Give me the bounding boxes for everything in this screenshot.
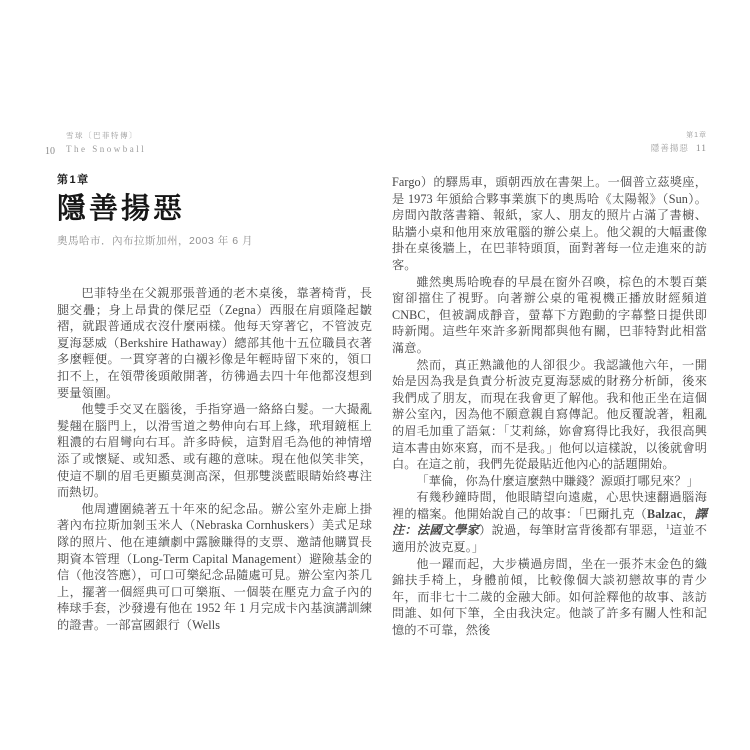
- body-paragraph: 有幾秒鐘時間，他眼睛望向遠處，心思快速翻過腦海裡的檔案。他開始說自己的故事：「巴爾扎克（Balzac，譯注：法國文學家）說過，每筆財富背後都有罪惡，$^1$這並不適用於波克夏。」: [392, 490, 708, 555]
- body-paragraph: 然而，真正熟識他的人卻很少。我認識他六年，一開始是因為我是負責分析波克夏海瑟威的財務分析師，後來我們成了朋友，而現在我會更了解他。我和他正坐在這個辦公室內，因為他不願意親自寫傳記。他反覆說著，粗亂的眉毛加重了語氣：「艾莉絲，妳會寫得比我好，我很高興這本書由妳來寫，而不是我。」他何以這樣說，以後就會明白。在這之前，我們先從最貼近他內心的話題開始。: [392, 357, 707, 472]
- page-left: [45, 131, 372, 633]
- chapter-opening: [57, 174, 372, 248]
- running-head-chapter-title: 隱善揚惡: [650, 143, 689, 153]
- emphasis-run: 譯注：法國文學家: [392, 506, 708, 538]
- right-page-number: 11: [695, 144, 707, 154]
- body-paragraph: 雖然奧馬哈晚春的早晨在窗外召喚，棕色的木製百葉窗卻擋住了視野。向著辦公桌的電視機正播放財經頻道 CNBC，但被調成靜音，螢幕下方跑動的字幕整日提供即時新聞。這些年來許多新聞都與他有關，巴菲特對此相當滿意。: [392, 274, 707, 355]
- body-paragraph: 巴菲特坐在父親那張普通的老木桌後，靠著椅背，長腿交疊；身上昂貴的傑尼亞（Zegna）西服在肩頭隆起皺褶，就跟普通成衣沒什麼兩樣。他每天穿著它，不管波克夏海瑟威（Berkshire Hathaway）總部其他十五位職員衣著多麼輕便。一貫穿著的白襯衫像是年輕時留下來的，領口扣不上，在領帶後頭敞開著，彷彿過去四十年他都沒想到要量領圍。: [57, 286, 372, 400]
- footnote-marker: 1: [665, 522, 670, 532]
- right-page-body: [392, 174, 707, 639]
- page-right: [392, 131, 707, 639]
- chapter-label: 第1章: [57, 174, 90, 186]
- left-running-head: [45, 131, 372, 159]
- body-paragraph: 他周遭圍繞著五十年來的紀念品。辦公室外走廊上掛著內布拉斯加剝玉米人（Nebraska Cornhuskers）美式足球隊的照片、他在連續劇中露臉賺得的支票、邀請他購買長期資本管理（Long-Term Capital Management）避險基金的信（他沒答應），可口可樂紀念品隨處可見。辦公室內茶几上，擺著一個經典可口可樂瓶、一個裝在壓克力盒子內的棒球手套，沙發邊有他在 1952 年 1 月完成卡內基演講訓練的證書。一部富國銀行（Wells: [57, 501, 372, 632]
- left-page-body: [57, 285, 372, 633]
- body-paragraph: 他雙手交叉在腦後，手指穿過一絡絡白髮。一大撮亂髮翹在腦門上，以滑雪道之勢伸向右耳上緣，玳瑁鏡框上粗濃的右眉彎向右耳。許多時候，這對眉毛為他的神情增添了或懷疑、或知悉、或有趣的意味。現在他似笑非笑，使這不馴的眉毛更顯莫測高深，但那雙淡藍眼睛始終專注而熱切。: [57, 402, 372, 500]
- chapter-dateline: 奧馬哈市．內布拉斯加州，2003 年 6 月: [57, 235, 253, 247]
- running-head-book-title: 雪球〔巴菲特傳〕: [66, 131, 138, 140]
- body-paragraph: 「華倫，你為什麼這麼熱中賺錢？源頭打哪兒來？」: [416, 473, 700, 488]
- body-paragraph: Fargo）的驛馬車，頭朝西放在書架上。一個普立茲獎座，是 1973 年頒給合夥事業旗下的奧馬哈《太陽報》（Sun）。房間內散落書籍、報紙，家人、朋友的照片占滿了書櫥、貼牆小桌和他用來放電腦的辦公桌上。他父親的大幅畫像掛在桌後牆上，在巴菲特頭頂，面對著每一位走進來的訪客。: [392, 175, 707, 272]
- body-paragraph: 他一躍而起，大步橫過房間，坐在一張芥末金色的織錦扶手椅上，身體前傾，比較像個大談初戀故事的青少年，而非七十二歲的金融大師。如何詮釋他的故事、該訪問誰、如何下筆，全由我決定。他談了許多有關人性和記憶的不可靠，然後: [392, 556, 707, 638]
- running-head-chapter-label: 第1章: [686, 132, 707, 139]
- running-head-book-title-english: The Snowball: [66, 144, 147, 154]
- left-page-number: 10: [45, 146, 55, 157]
- right-running-head: [392, 131, 707, 155]
- chapter-title: 隱善揚惡: [57, 193, 186, 225]
- running-head-chapter-title-row: [392, 143, 707, 155]
- emphasis-run: Balzac: [647, 506, 683, 521]
